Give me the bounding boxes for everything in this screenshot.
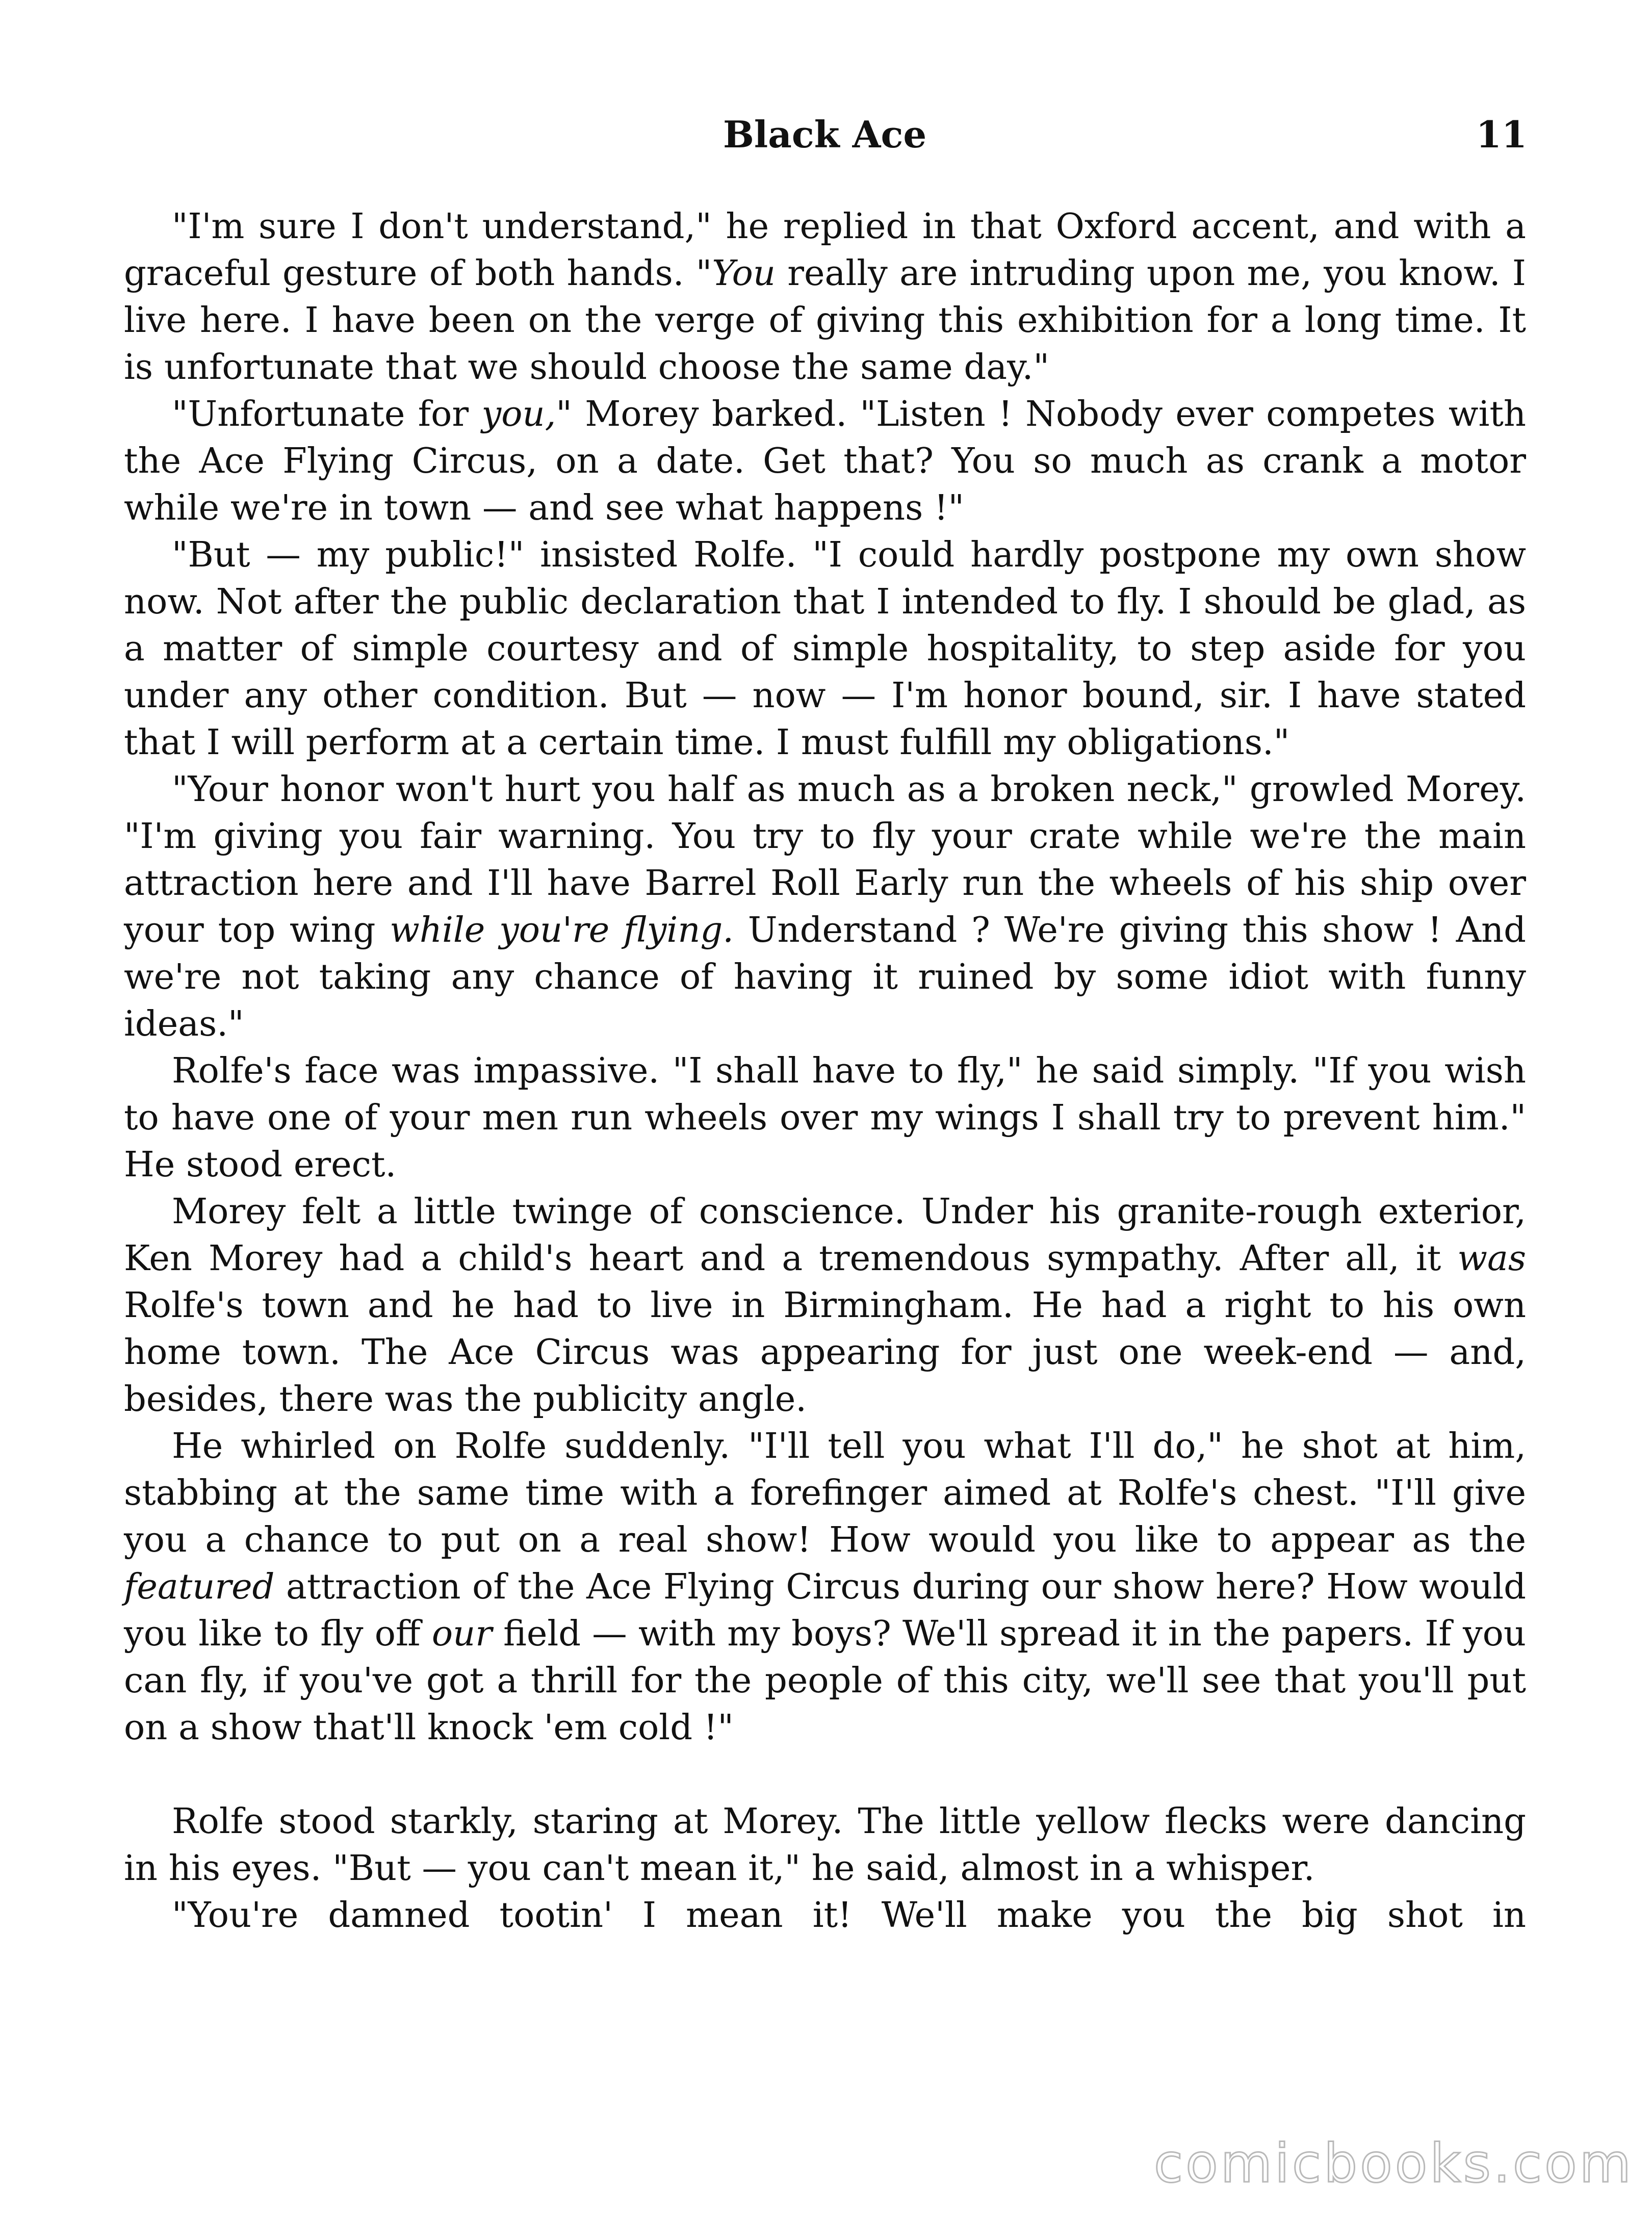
text-run: Rolfe's face was impassive. "I shall have to fly," he said simply. "If you wish to have one of your men run wheels over my wings I shall try to prevent him." He stood erect. bbox=[124, 1050, 1526, 1185]
watermark-logo: comicbooks.com bbox=[1153, 2132, 1634, 2195]
text-run: Rolfe's town and he had to live in Birmingham. He had a right to his own home town. The Ace Circus was appearing for just one week-end — and, besides, there was the publicity angle. bbox=[124, 1285, 1526, 1420]
text-run: Morey felt a little twinge of conscience. Under his granite-rough exterior, Ken Morey had a child's heart and a tremendous sympathy. After all, it bbox=[124, 1191, 1526, 1279]
paragraph bbox=[124, 1798, 1526, 1892]
text-run: attraction of the Ace Flying Circus during our show here? How would you like to fly off bbox=[124, 1566, 1526, 1654]
text-run: "Your honor won't hurt you half as much as a broken neck," growled Morey. "I'm giving you fair warning. You try to fly your crate while we're the main attraction here and I'll have Barrel Roll Early run the wheels of his ship over your top wing bbox=[124, 769, 1526, 950]
text-run: Understand ? We're giving this show ! And we're not taking any chance of having it ruined by some idiot with funny ideas." bbox=[124, 910, 1527, 1044]
page-number: 11 bbox=[1476, 113, 1527, 156]
text-run: He whirled on Rolfe suddenly. "I'll tell you what I'll do," he shot at him, stabbing at the same time with a forefinger aimed at Rolfe's chest. "I'll give you a chance to put on a real show! How would you like to appear as the bbox=[124, 1426, 1526, 1560]
text-run: Morey barked. "Listen ! Nobody ever competes with the Ace Flying Circus, on a date. Get that? You so much as crank a motor while we're in town — and see what happens !" bbox=[124, 394, 1527, 528]
italic-text: while you're flying. bbox=[390, 910, 734, 950]
paragraph bbox=[124, 766, 1526, 1047]
text-run: "Unfortunate for bbox=[172, 394, 482, 434]
text-run: "But — my public!" insisted Rolfe. "I could hardly postpone my own show now. Not after the public declaration that I intended to fly. I should be glad, as a matter of simple courtesy and of simple hospitality, to step aside for you under any other condition. But — now — I'm honor bound, sir. I have stated that I will perform at a certain time. I must fulfill my obligations." bbox=[124, 534, 1526, 763]
text-run: "I'm sure I don't understand," he replied in that Oxford accent, and with a graceful gesture of both hands. " bbox=[124, 206, 1526, 294]
italic-text: our bbox=[431, 1613, 492, 1654]
paragraph bbox=[124, 1047, 1526, 1188]
text-run: field — with my boys? We'll spread it in the papers. If you can fly, if you've got a thrill for the people of this city, we'll see that you'll put on a show that'll knock 'em cold !" bbox=[124, 1613, 1527, 1748]
paragraph bbox=[124, 531, 1526, 766]
paragraph bbox=[124, 391, 1526, 531]
text-run: Rolfe stood starkly, staring at Morey. The little yellow flecks were dancing in his eyes. "But — you can't mean it," he said, almost in a whisper. bbox=[124, 1801, 1526, 1889]
italic-text: featured bbox=[124, 1566, 275, 1607]
paragraph bbox=[124, 1423, 1526, 1751]
running-head-title: Black Ace bbox=[723, 113, 927, 156]
paragraph bbox=[124, 203, 1526, 391]
italic-text: was bbox=[1457, 1238, 1526, 1279]
body-text bbox=[124, 203, 1526, 1939]
italic-text: you," bbox=[481, 394, 572, 434]
paragraph bbox=[124, 1892, 1526, 1939]
paragraph bbox=[124, 1188, 1526, 1423]
text-run: "You're damned tootin' I mean it! We'll make you the big shot in bbox=[172, 1895, 1526, 1936]
text-run: really are intruding upon me, you know. I live here. I have been on the verge of giving this exhibition for a long time. It is unfortunate that we should choose the same day." bbox=[124, 253, 1526, 388]
italic-text: You bbox=[712, 253, 776, 294]
